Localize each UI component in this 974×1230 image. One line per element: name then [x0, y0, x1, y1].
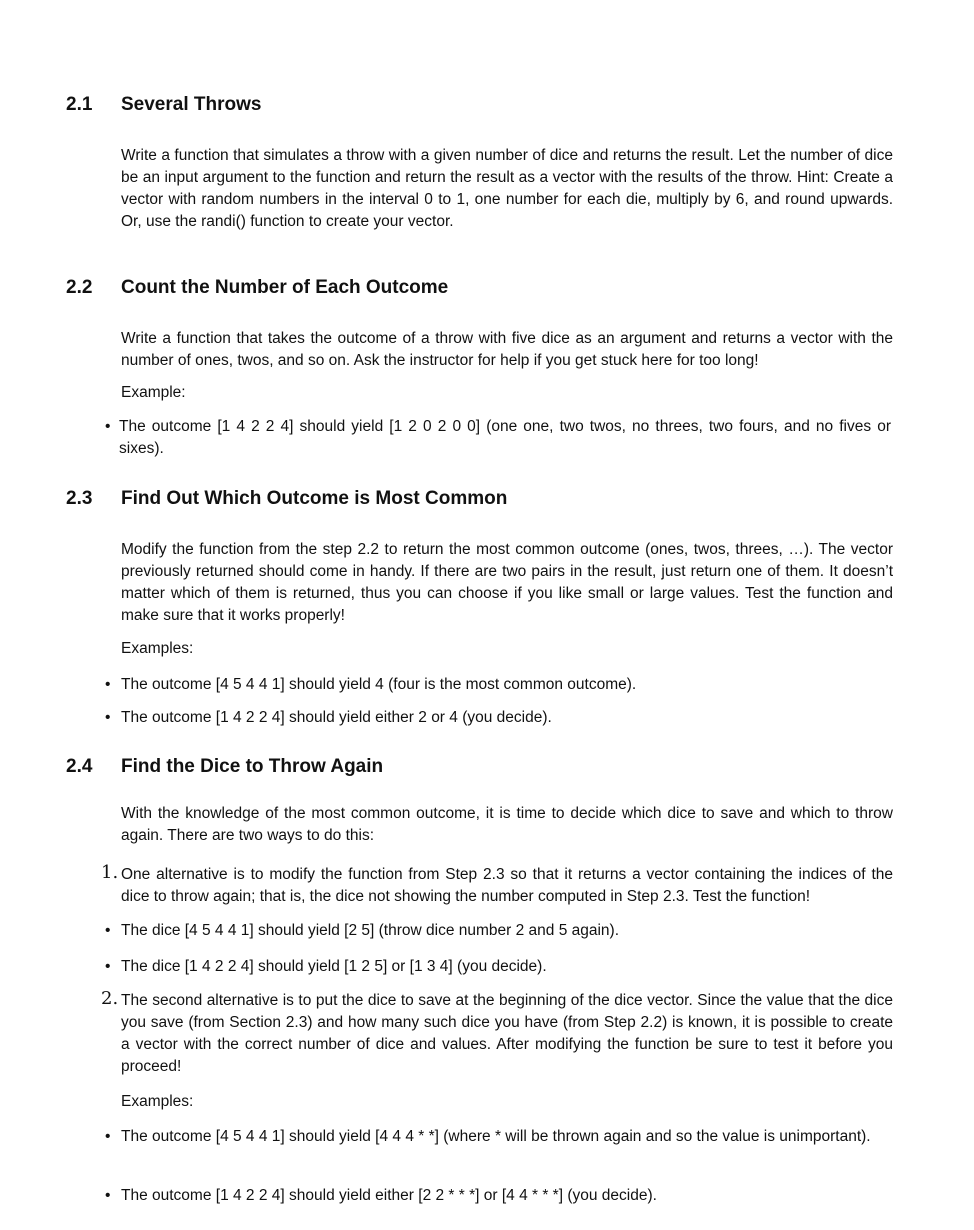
- bullet-icon: •: [105, 418, 111, 435]
- section-number: 2.4: [66, 756, 93, 777]
- section-title: Find the Dice to Throw Again: [121, 756, 384, 777]
- bullet-icon: •: [105, 922, 111, 939]
- bullet-icon: •: [105, 676, 111, 693]
- list-item: The outcome [1 4 2 2 4] should yield either 2 or 4 (you decide).: [121, 709, 552, 726]
- section-paragraph: Write a function that takes the outcome of a throw with five dice as an argument and returns a vector with the number of ones, twos, and so on. Ask the instructor for help if you get stuck here for too long!: [121, 330, 893, 369]
- list-item: The outcome [4 5 4 4 1] should yield [4 4 4 * *] (where * will be thrown again and so the value is unimportant).: [121, 1128, 871, 1145]
- numbered-item: One alternative is to modify the function from Step 2.3 so that it returns a vector containing the indices of the dice to throw again; that is, the dice not showing the number computed in Step 2.3. Test the function!: [121, 866, 893, 905]
- bullet-icon: •: [105, 709, 111, 726]
- numbered-marker: 2.: [101, 988, 119, 1009]
- section-number: 2.3: [66, 488, 93, 509]
- section-paragraph: With the knowledge of the most common outcome, it is time to decide which dice to save and which to throw again. There are two ways to do this:: [121, 805, 893, 844]
- section-number: 2.1: [66, 94, 93, 115]
- list-item: The outcome [1 4 2 2 4] should yield either [2 2 * * *] or [4 4 * * *] (you decide).: [121, 1187, 657, 1204]
- list-item: The dice [1 4 2 2 4] should yield [1 2 5] or [1 3 4] (you decide).: [121, 958, 547, 975]
- example-label: Example:: [121, 384, 186, 401]
- list-item: The outcome [4 5 4 4 1] should yield 4 (four is the most common outcome).: [121, 676, 637, 693]
- list-item: The outcome [1 4 2 2 4] should yield [1 2 0 2 0 0] (one one, two twos, no threes, two fours, and no fives or sixes).: [119, 418, 891, 457]
- section-title: Several Throws: [121, 94, 262, 115]
- numbered-marker: 1.: [101, 862, 119, 883]
- section-paragraph: Write a function that simulates a throw with a given number of dice and returns the result. Let the number of dice be an input argument to the function and return the result as a vector with the results of the throw. Hint: Create a vector with random numbers in the interval 0 to 1, one number for each die, multiply by 6, and round upwards. Or, use the randi() function to create your vector.: [121, 147, 893, 230]
- list-item: The dice [4 5 4 4 1] should yield [2 5] (throw dice number 2 and 5 again).: [121, 922, 620, 939]
- bullet-icon: •: [105, 1128, 111, 1145]
- section-paragraph: Modify the function from the step 2.2 to return the most common outcome (ones, twos, threes, …). The vector previously returned should come in handy. If there are two pairs in the result, just return one of them. It doesn’t matter which of them is returned, thus you can choose if you like small or large values. Test the function and make sure that it works properly!: [121, 541, 893, 624]
- example-label: Examples:: [121, 640, 194, 657]
- example-label: Examples:: [121, 1093, 194, 1110]
- numbered-item: The second alternative is to put the dice to save at the beginning of the dice vector. Since the value that the dice you save (from Section 2.3) and how many such dice you have (from Step 2.2) is known, it is possible to create a vector with the correct number of dice and values. After modifying the function be sure to test it before you proceed!: [121, 992, 893, 1075]
- bullet-icon: •: [105, 958, 111, 975]
- section-title: Find Out Which Outcome is Most Common: [121, 488, 508, 509]
- bullet-icon: •: [105, 1187, 111, 1204]
- section-number: 2.2: [66, 277, 93, 298]
- section-title: Count the Number of Each Outcome: [121, 277, 449, 298]
